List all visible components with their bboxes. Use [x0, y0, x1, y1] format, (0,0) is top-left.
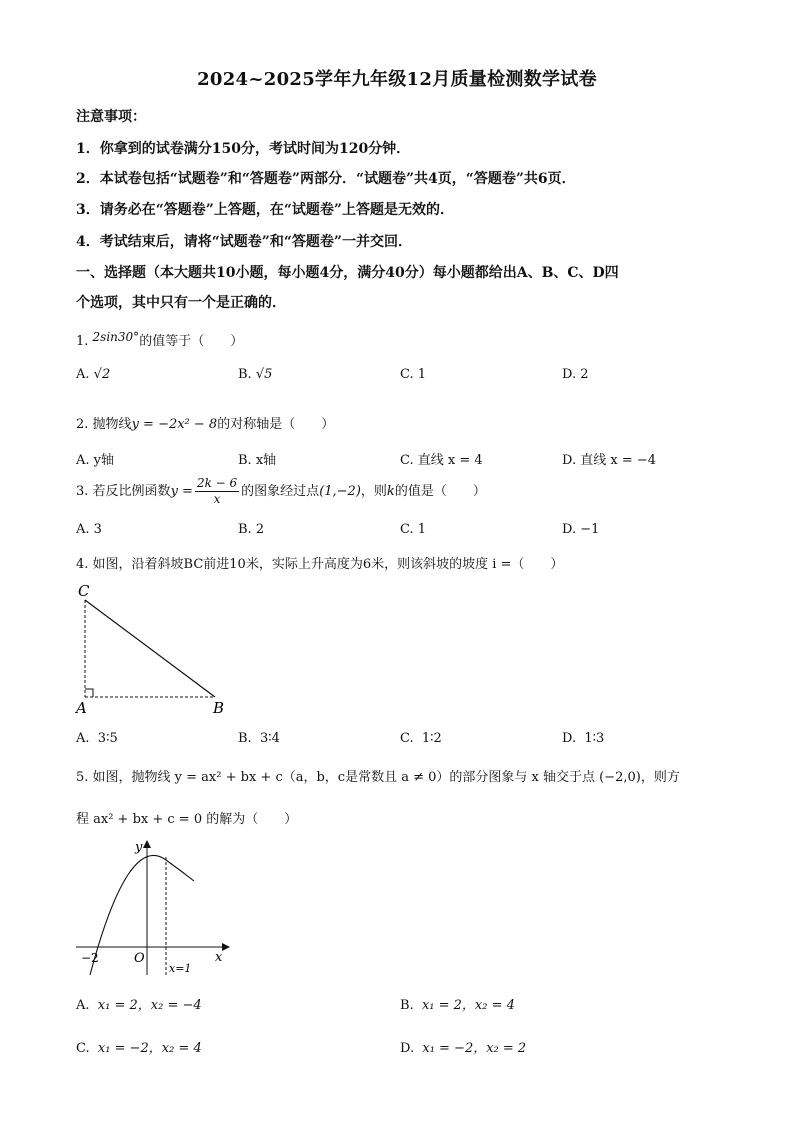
- fraction: [195, 476, 239, 507]
- question-4-option-d[interactable]: [562, 731, 604, 746]
- question-1-option-d[interactable]: [562, 367, 589, 382]
- x-axis-arrow: [222, 943, 230, 951]
- question-number: 5.: [76, 770, 89, 785]
- origin-label: O: [134, 951, 145, 966]
- option-letter: A.: [76, 453, 90, 468]
- vertex-label-c: C: [78, 582, 90, 600]
- question-number: 4.: [76, 557, 89, 572]
- option-letter: C.: [400, 731, 414, 746]
- notice-item-4: 4．考试结束后，请将“试题卷”和“答题卷”一并交回．: [76, 234, 412, 250]
- notice-item-1: 1．你拿到的试卷满分150分，考试时间为120分钟．: [76, 141, 411, 157]
- question-3-option-a[interactable]: [76, 522, 102, 537]
- question-1-option-a[interactable]: [76, 367, 110, 382]
- question-number: 2.: [76, 417, 89, 432]
- question-2-option-d[interactable]: [562, 449, 656, 468]
- root-label-neg2: −2: [81, 951, 99, 965]
- option-value: √5: [255, 367, 273, 382]
- question-5-option-c[interactable]: [76, 1037, 202, 1056]
- option-value: 1: [417, 367, 427, 382]
- point-coordinates: (1,−2): [319, 484, 361, 499]
- variable: k: [386, 484, 395, 499]
- question-3: [76, 476, 486, 507]
- question-4: [76, 553, 563, 572]
- notice-item-3: 3．请务必在“答题卷”上答题，在“试题卷”上答题是无效的．: [76, 202, 454, 218]
- question-3-option-b[interactable]: [238, 522, 264, 537]
- question-4-option-b[interactable]: [238, 731, 280, 746]
- function-lhs: y =: [170, 484, 193, 499]
- question-text: 的值是（ ）: [394, 484, 486, 499]
- option-value: 2: [255, 522, 265, 537]
- question-5-option-a[interactable]: [76, 994, 202, 1013]
- question-2: [76, 413, 334, 432]
- question-5-option-b[interactable]: [400, 994, 515, 1013]
- option-letter: B.: [400, 998, 414, 1013]
- question-2-option-a[interactable]: [76, 449, 114, 468]
- question-text-mid2: ，则: [360, 484, 387, 499]
- option-value: x轴: [255, 453, 277, 468]
- question-expression: y = −2x² − 8: [131, 417, 218, 432]
- fraction-numerator: 2k − 6: [196, 476, 238, 490]
- option-letter: D.: [562, 367, 577, 382]
- question-text: 如图，抛物线 y = ax² + bx + c（a，b，c是常数且 a ≠ 0）的部分图象与 x 轴交于点 (−2,0)，则方: [92, 770, 680, 785]
- option-letter: A.: [76, 731, 90, 746]
- question-4-option-a[interactable]: [76, 731, 118, 746]
- question-number: 1.: [76, 334, 89, 349]
- section-heading-line-2: 个选项，其中只有一个是正确的．: [76, 295, 286, 311]
- option-value: x₁ = 2，x₂ = −4: [97, 998, 202, 1013]
- page-title: 2024~2025学年九年级12月质量检测数学试卷: [197, 69, 597, 90]
- question-text-before: 抛物线: [92, 417, 132, 432]
- question-5-line-2: 程 ax² + bx + c = 0 的解为（ ）: [76, 812, 298, 827]
- question-5-option-d[interactable]: [400, 1037, 526, 1056]
- option-value: 3∶4: [259, 731, 280, 746]
- option-letter: A.: [76, 367, 90, 382]
- symmetry-axis-label: x=1: [169, 962, 192, 975]
- option-value: −1: [580, 522, 600, 537]
- question-2-option-c[interactable]: [400, 449, 483, 468]
- option-letter: D.: [400, 1041, 415, 1056]
- question-3-option-d[interactable]: [562, 522, 599, 537]
- option-letter: C.: [76, 1041, 90, 1056]
- option-value: 3: [93, 522, 102, 537]
- question-number: 3.: [76, 484, 89, 499]
- question-text: 的值等于（ ）: [139, 334, 244, 349]
- option-letter: C.: [400, 453, 414, 468]
- section-heading-line-1: 一、选择题（本大题共10小题，每小题4分，满分40分）每小题都给出A、B、C、D四: [76, 265, 619, 281]
- question-text: 如图，沿着斜坡BC前进10米，实际上升高度为6米，则该斜坡的坡度 i =（ ）: [92, 557, 564, 572]
- option-letter: B.: [238, 367, 252, 382]
- option-value: x₁ = −2，x₂ = 2: [422, 1041, 527, 1056]
- question-4-option-c[interactable]: [400, 731, 442, 746]
- option-value: 1∶3: [584, 731, 605, 746]
- option-value: x₁ = 2，x₂ = 4: [421, 998, 515, 1013]
- option-value: y轴: [93, 453, 115, 468]
- option-value: 2: [580, 367, 589, 382]
- slope-line-bc: [85, 600, 215, 697]
- option-letter: D.: [562, 731, 577, 746]
- question-1: [76, 330, 243, 349]
- option-letter: B.: [238, 522, 252, 537]
- slope-triangle-figure: [70, 580, 240, 715]
- option-value: √2: [93, 367, 111, 382]
- option-value: x₁ = −2，x₂ = 4: [97, 1041, 202, 1056]
- option-letter: A.: [76, 522, 90, 537]
- y-axis-arrow: [143, 840, 151, 848]
- option-letter: D.: [562, 453, 577, 468]
- option-letter: B.: [238, 731, 252, 746]
- question-text: 的对称轴是（ ）: [217, 417, 335, 432]
- option-value: 直线 x = 4: [417, 453, 483, 468]
- question-2-option-b[interactable]: [238, 449, 276, 468]
- question-1-option-b[interactable]: [238, 367, 272, 382]
- option-value: 1∶2: [421, 731, 442, 746]
- question-5-line-1: [76, 766, 680, 785]
- option-value: 1: [417, 522, 427, 537]
- x-axis-label: x: [215, 950, 223, 965]
- question-text-before: 若反比例函数: [92, 484, 171, 499]
- option-value: 直线 x = −4: [580, 453, 657, 468]
- option-letter: A.: [76, 998, 90, 1013]
- option-letter: D.: [562, 522, 577, 537]
- notice-heading: 注意事项：: [76, 109, 146, 125]
- right-angle-mark: [85, 689, 93, 697]
- y-axis-label: y: [135, 840, 143, 855]
- option-value: 3∶5: [97, 731, 118, 746]
- question-text-mid: 的图象经过点: [241, 484, 320, 499]
- notice-item-2: 2．本试卷包括“试题卷”和“答题卷”两部分．“试题卷”共4页，“答题卷”共6页．: [76, 171, 576, 187]
- question-expression: 2sin30°: [92, 330, 140, 344]
- question-3-option-c[interactable]: [400, 522, 426, 537]
- option-letter: C.: [400, 522, 414, 537]
- fraction-denominator: x: [213, 492, 221, 506]
- option-letter: B.: [238, 453, 252, 468]
- parabola-figure: [70, 835, 240, 980]
- vertex-label-a: A: [76, 699, 87, 715]
- vertex-label-b: B: [213, 699, 225, 715]
- option-letter: C.: [400, 367, 414, 382]
- question-1-option-c[interactable]: [400, 367, 426, 382]
